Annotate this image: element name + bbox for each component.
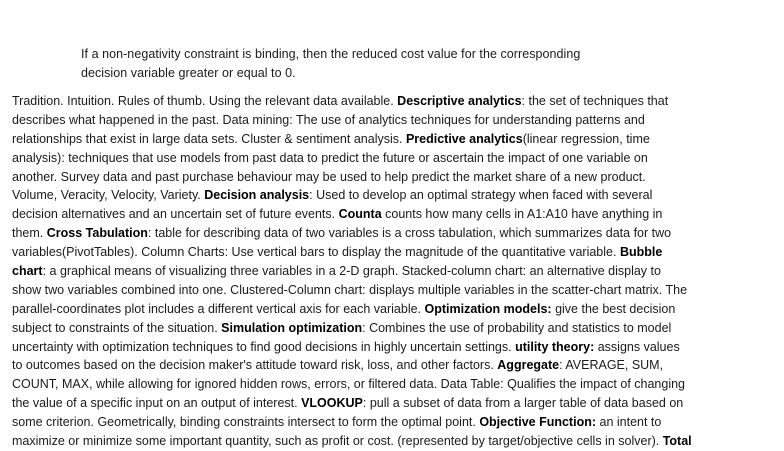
body-line [12, 149, 784, 168]
body-text-run: give the best decision [551, 301, 676, 316]
body-text-run: counts how many cells in A1:A10 have anything in [381, 207, 663, 222]
body-line [12, 186, 784, 205]
body-text-run: uncertainty with optimization techniques to find good decisions in highly uncertain settings. [12, 339, 516, 354]
body-text-run: variables(PivotTables). Column Charts: Use vertical bars to display the magnitude of the quantitative variable. [12, 245, 620, 260]
bold-term: chart [12, 264, 43, 279]
body-text-run: Tradition. Intuition. Rules of thumb. Using the relevant data available. [12, 94, 398, 108]
body-text-run: : table for describing data of two variables is a cross tabulation, which summarizes data for two [147, 226, 672, 241]
body-text-run: assigns values [594, 339, 680, 354]
body-line [12, 224, 784, 243]
body-line [12, 243, 784, 262]
body-text-run: to outcomes based on the decision maker's attitude toward risk, loss, and other factors. [12, 358, 498, 373]
body-line [12, 432, 784, 451]
body-line [12, 111, 784, 130]
bold-term: VLOOKUP [301, 396, 363, 411]
body-text-run: : AVERAGE, SUM, [559, 358, 664, 373]
body-text-run: COUNT, MAX, while allowing for ignored hidden rows, errors, or filtered data. Data Table: Qualifies the impact of changing [12, 377, 686, 392]
bold-term: Optimization models: [424, 301, 552, 316]
note-line-1: If a non-negativity constraint is binding, then the reduced cost value for the corresponding [81, 47, 581, 61]
body-line [12, 356, 784, 375]
body-text-run: : pull a subset of data from a larger table of data based on [362, 396, 684, 411]
bold-term: utility theory: [515, 339, 595, 354]
body-line [12, 338, 784, 357]
body-line [12, 92, 784, 111]
body-text-run: decision alternatives and an uncertain set of future events. [12, 207, 339, 222]
body-text-run: some criterion. Geometrically, binding constraints intersect to form the optimal point. [12, 415, 480, 430]
body-paragraph [12, 92, 784, 451]
body-line [12, 205, 784, 224]
body-line [12, 394, 784, 413]
body-text-run: relationships that exist in large data sets. Cluster & sentiment analysis. [12, 131, 406, 146]
body-text-run: : Used to develop an optimal strategy when faced with several [309, 188, 653, 203]
bold-term: Counta [338, 207, 382, 222]
note-paragraph [81, 45, 701, 83]
body-text-run: : a graphical means of visualizing three variables in a 2-D graph. Stacked-column chart: an alternative display to [42, 264, 661, 279]
bold-term: Aggregate [497, 358, 560, 373]
body-line [12, 413, 784, 432]
body-text-run: the value of a specific input on an output of interest. [12, 396, 302, 411]
bold-term: Objective Function: [479, 415, 597, 430]
body-text-run: subject to constraints of the situation. [12, 320, 222, 335]
bold-term: Simulation optimization [221, 320, 363, 335]
bold-term: Cross Tabulation [46, 226, 148, 241]
body-text-run: (linear regression, time [522, 131, 650, 146]
body-text-run: : the set of techniques that [521, 94, 669, 108]
body-text-run: Volume, Veracity, Velocity, Variety. [12, 188, 205, 203]
body-line [12, 168, 784, 187]
body-line [12, 300, 784, 319]
bold-term: Decision analysis [204, 188, 310, 203]
bold-term: Bubble [619, 245, 663, 260]
body-text-run: another. Survey data and past purchase behaviour may be used to help predict the market share of a new product. [12, 169, 646, 184]
bold-term: Predictive analytics [405, 131, 523, 146]
body-line [12, 319, 784, 338]
body-line [12, 262, 784, 281]
body-text-run: parallel-coordinates plot includes a different vertical axis for each variable. [12, 301, 425, 316]
body-text-run: them. [12, 226, 47, 241]
bold-term: Total [662, 434, 692, 449]
bold-term: Descriptive analytics [397, 94, 522, 108]
note-line-2: decision variable greater or equal to 0. [81, 65, 296, 80]
body-text-run: an intent to [596, 415, 662, 430]
body-text-run: : Combines the use of probability and statistics to model [362, 320, 672, 335]
body-text-run: show two variables combined into one. Clustered-Column chart: displays multiple variables in the scatter-chart matrix. The [12, 282, 688, 297]
body-text-run: analysis): techniques that use models from past data to predict the future or ascertain the impact of one variable on [12, 150, 648, 165]
body-line [12, 375, 784, 394]
body-line [12, 130, 784, 149]
body-line [12, 281, 784, 300]
body-text-run: describes what happened in the past. Data mining: The use of analytics techniques for understanding patterns and [12, 112, 645, 127]
body-text-run: maximize or minimize some important quantity, such as profit or cost. (represented by target/objective cells in solver). [12, 434, 663, 449]
